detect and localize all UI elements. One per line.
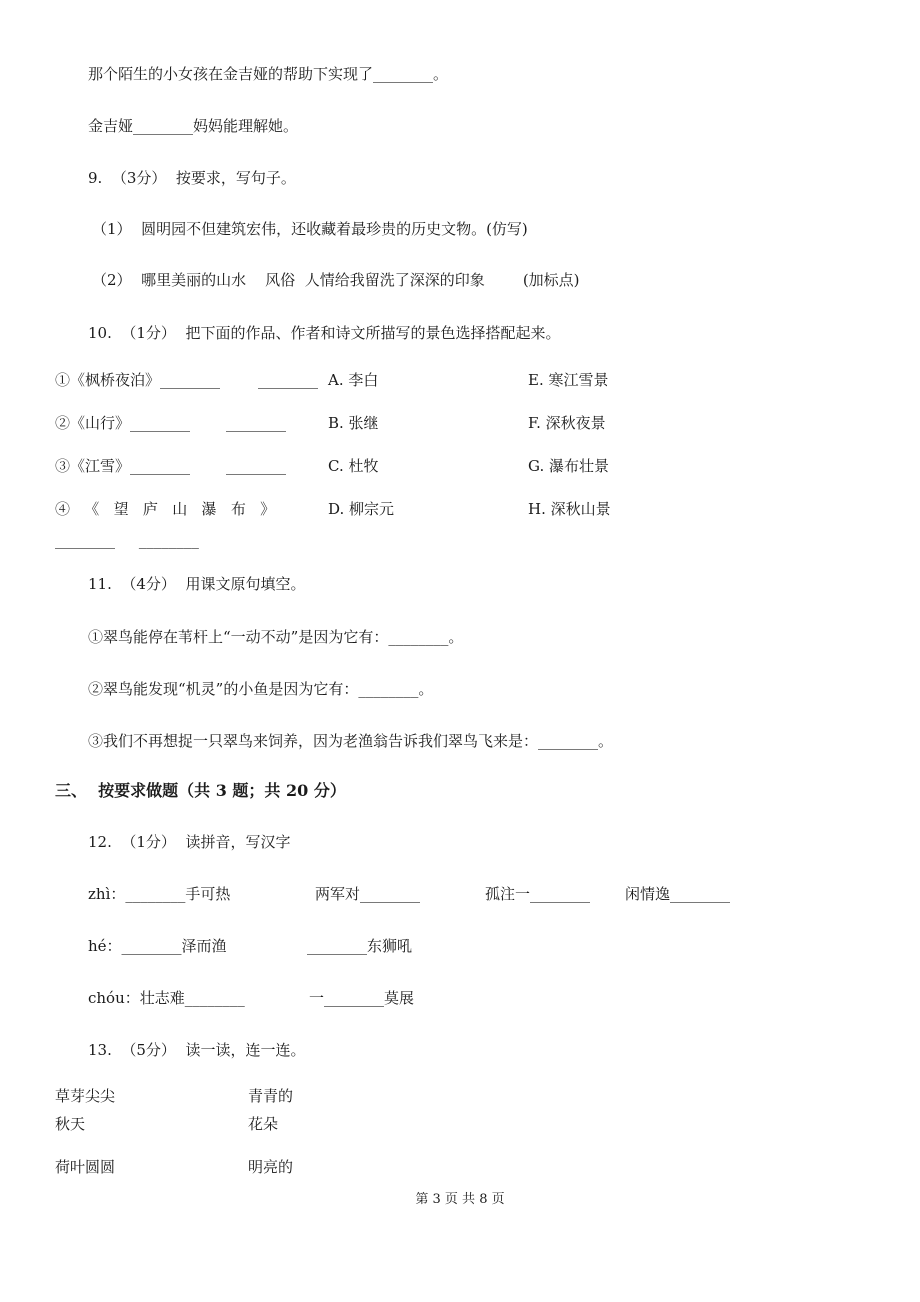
- q10-author: B. 张继: [328, 414, 379, 432]
- q12-item: 闲情逸________: [625, 885, 731, 903]
- question-12: 12. （1分） 读拼音，写汉字: [88, 833, 291, 851]
- q10-blank: ________: [226, 414, 286, 432]
- q13-right: 花朵: [248, 1115, 279, 1133]
- q10-work: ①《枫桥夜泊》________: [55, 371, 221, 389]
- q10-scene: H. 深秋山景: [528, 500, 611, 518]
- q12-item: zhì：________手可热: [88, 885, 231, 903]
- text-line: 金吉娅________妈妈能理解她。: [88, 117, 299, 135]
- q10-blank: ________: [226, 457, 286, 475]
- text-line: 那个陌生的小女孩在金吉娅的帮助下实现了________。: [88, 65, 449, 83]
- page-footer: 第 3 页 共 8 页: [415, 1192, 505, 1207]
- q10-scene: E. 寒江雪景: [528, 371, 609, 389]
- q12-item: chóu：壮志难________: [88, 989, 245, 1007]
- question-11-part-2: ②翠鸟能发现“机灵”的小鱼是因为它有：________。: [88, 680, 434, 698]
- q10-work: ③《江雪》________: [55, 457, 191, 475]
- q13-right: 青青的: [248, 1087, 294, 1105]
- q10-work: ④ 《 望 庐 山 瀑 布 》: [55, 500, 276, 518]
- q10-work: ②《山行》________: [55, 414, 191, 432]
- question-11: 11. （4分） 用课文原句填空。: [88, 575, 306, 593]
- q10-author: A. 李白: [328, 371, 379, 389]
- q10-scene: G. 瀑布壮景: [528, 457, 609, 475]
- q12-item: ________东狮吼: [307, 937, 413, 955]
- question-10: 10. （1分） 把下面的作品、作者和诗文所描写的景色选择搭配起来。: [88, 324, 561, 342]
- q12-item: 一________莫展: [309, 989, 415, 1007]
- q13-left: 秋天: [55, 1115, 86, 1133]
- q10-author: D. 柳宗元: [328, 500, 395, 518]
- question-9: 9. （3分） 按要求，写句子。: [88, 169, 296, 187]
- section-heading: 三、 按要求做题（共 3 题；共 20 分）: [55, 781, 346, 800]
- q12-item: 两军对________: [315, 885, 421, 903]
- question-13: 13. （5分） 读一读，连一连。: [88, 1041, 306, 1059]
- q10-author: C. 杜牧: [328, 457, 379, 475]
- q12-item: 孤注一________: [485, 885, 591, 903]
- question-11-part-3: ③我们不再想捉一只翠鸟来饲养，因为老渔翁告诉我们翠鸟飞来是：________。: [88, 732, 614, 750]
- q13-left: 草芽尖尖: [55, 1087, 116, 1105]
- q13-right: 明亮的: [248, 1158, 294, 1176]
- q10-wrap-blanks: ________ ________: [55, 531, 199, 549]
- question-9-part-1: （1） 圆明园不但建筑宏伟，还收藏着最珍贵的历史文物。(仿写): [92, 220, 528, 238]
- question-11-part-1: ①翠鸟能停在苇杆上“一动不动”是因为它有：________。: [88, 628, 464, 646]
- q12-item: hé：________泽而渔: [88, 937, 227, 955]
- question-9-part-2: （2） 哪里美丽的山水 风俗 人情给我留洗了深深的印象 (加标点): [92, 271, 580, 289]
- q10-scene: F. 深秋夜景: [528, 414, 606, 432]
- q10-blank: ________: [258, 371, 318, 389]
- q13-left: 荷叶圆圆: [55, 1158, 116, 1176]
